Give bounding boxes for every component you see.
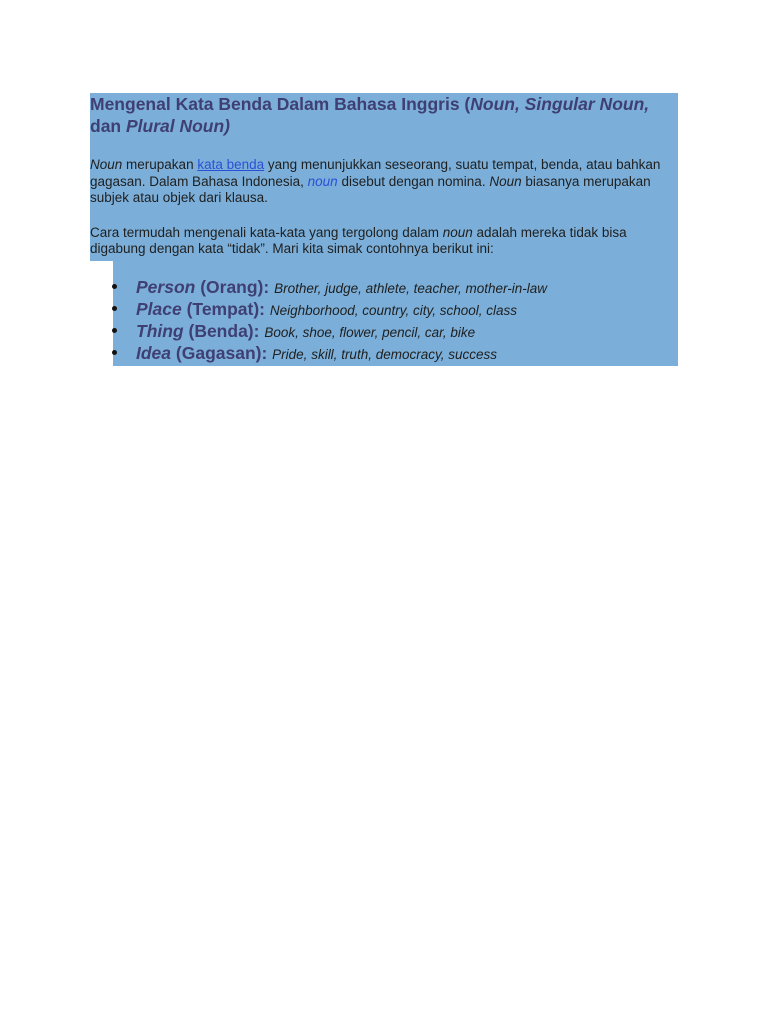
title-part-2: Noun, Singular Noun, — [470, 94, 650, 114]
list-examples: Book, shoe, flower, pencil, car, bike — [264, 324, 476, 340]
list-term: Idea (Gagasan): — [136, 342, 273, 363]
list-item-idea — [90, 343, 678, 365]
list-term: Thing (Benda): — [136, 320, 265, 341]
para1-noun-3: Noun — [489, 173, 522, 189]
bullet-icon — [112, 284, 117, 289]
title-part-4: Plural Noun) — [125, 116, 231, 136]
para2-noun: noun — [442, 224, 473, 240]
title-part-1: Mengenal Kata Benda Dalam Bahasa Inggris ( — [90, 94, 471, 114]
para1-text-4: biasanya merupakan subjek atau objek dari klausa. — [90, 173, 651, 205]
para2-text-1: Cara termudah mengenali kata-kata yang tergolong dalam — [90, 224, 443, 240]
page-title — [90, 93, 678, 157]
noun-examples-list — [90, 277, 678, 365]
intro-paragraph — [90, 157, 678, 225]
bullet-icon — [112, 306, 117, 311]
para1-noun-1: Noun — [90, 157, 123, 172]
list-item-thing — [90, 321, 678, 343]
list-item-place — [90, 299, 678, 321]
list-term: Place (Tempat): — [136, 298, 270, 319]
explanation-paragraph — [90, 225, 678, 261]
bullet-icon — [112, 350, 117, 355]
list-examples: Neighborhood, country, city, school, class — [269, 302, 518, 318]
list-term: Person (Orang): — [136, 276, 275, 297]
para1-text-2: yang menunjukkan seseorang, suatu tempat, benda, atau bahkan gagasan. Dalam Bahasa Indonesia, — [90, 157, 661, 189]
para2-text-2: adalah mereka tidak bisa digabung dengan kata “tidak”. Mari kita simak contohnya berikut ini: — [90, 224, 627, 256]
bullet-icon — [112, 328, 117, 333]
noun-list-section — [90, 261, 678, 366]
title-part-3: dan — [90, 116, 126, 136]
kata-benda-link[interactable]: kata benda — [197, 157, 265, 172]
para1-noun-2: noun — [307, 173, 338, 189]
list-examples: Brother, judge, athlete, teacher, mother-in-law — [274, 280, 547, 296]
para1-text-3: disebut dengan nomina. — [337, 173, 490, 189]
para1-text-1: merupakan — [122, 157, 198, 172]
list-examples: Pride, skill, truth, democracy, success — [272, 346, 497, 362]
list-item-person — [90, 277, 678, 299]
document-body — [90, 93, 678, 366]
